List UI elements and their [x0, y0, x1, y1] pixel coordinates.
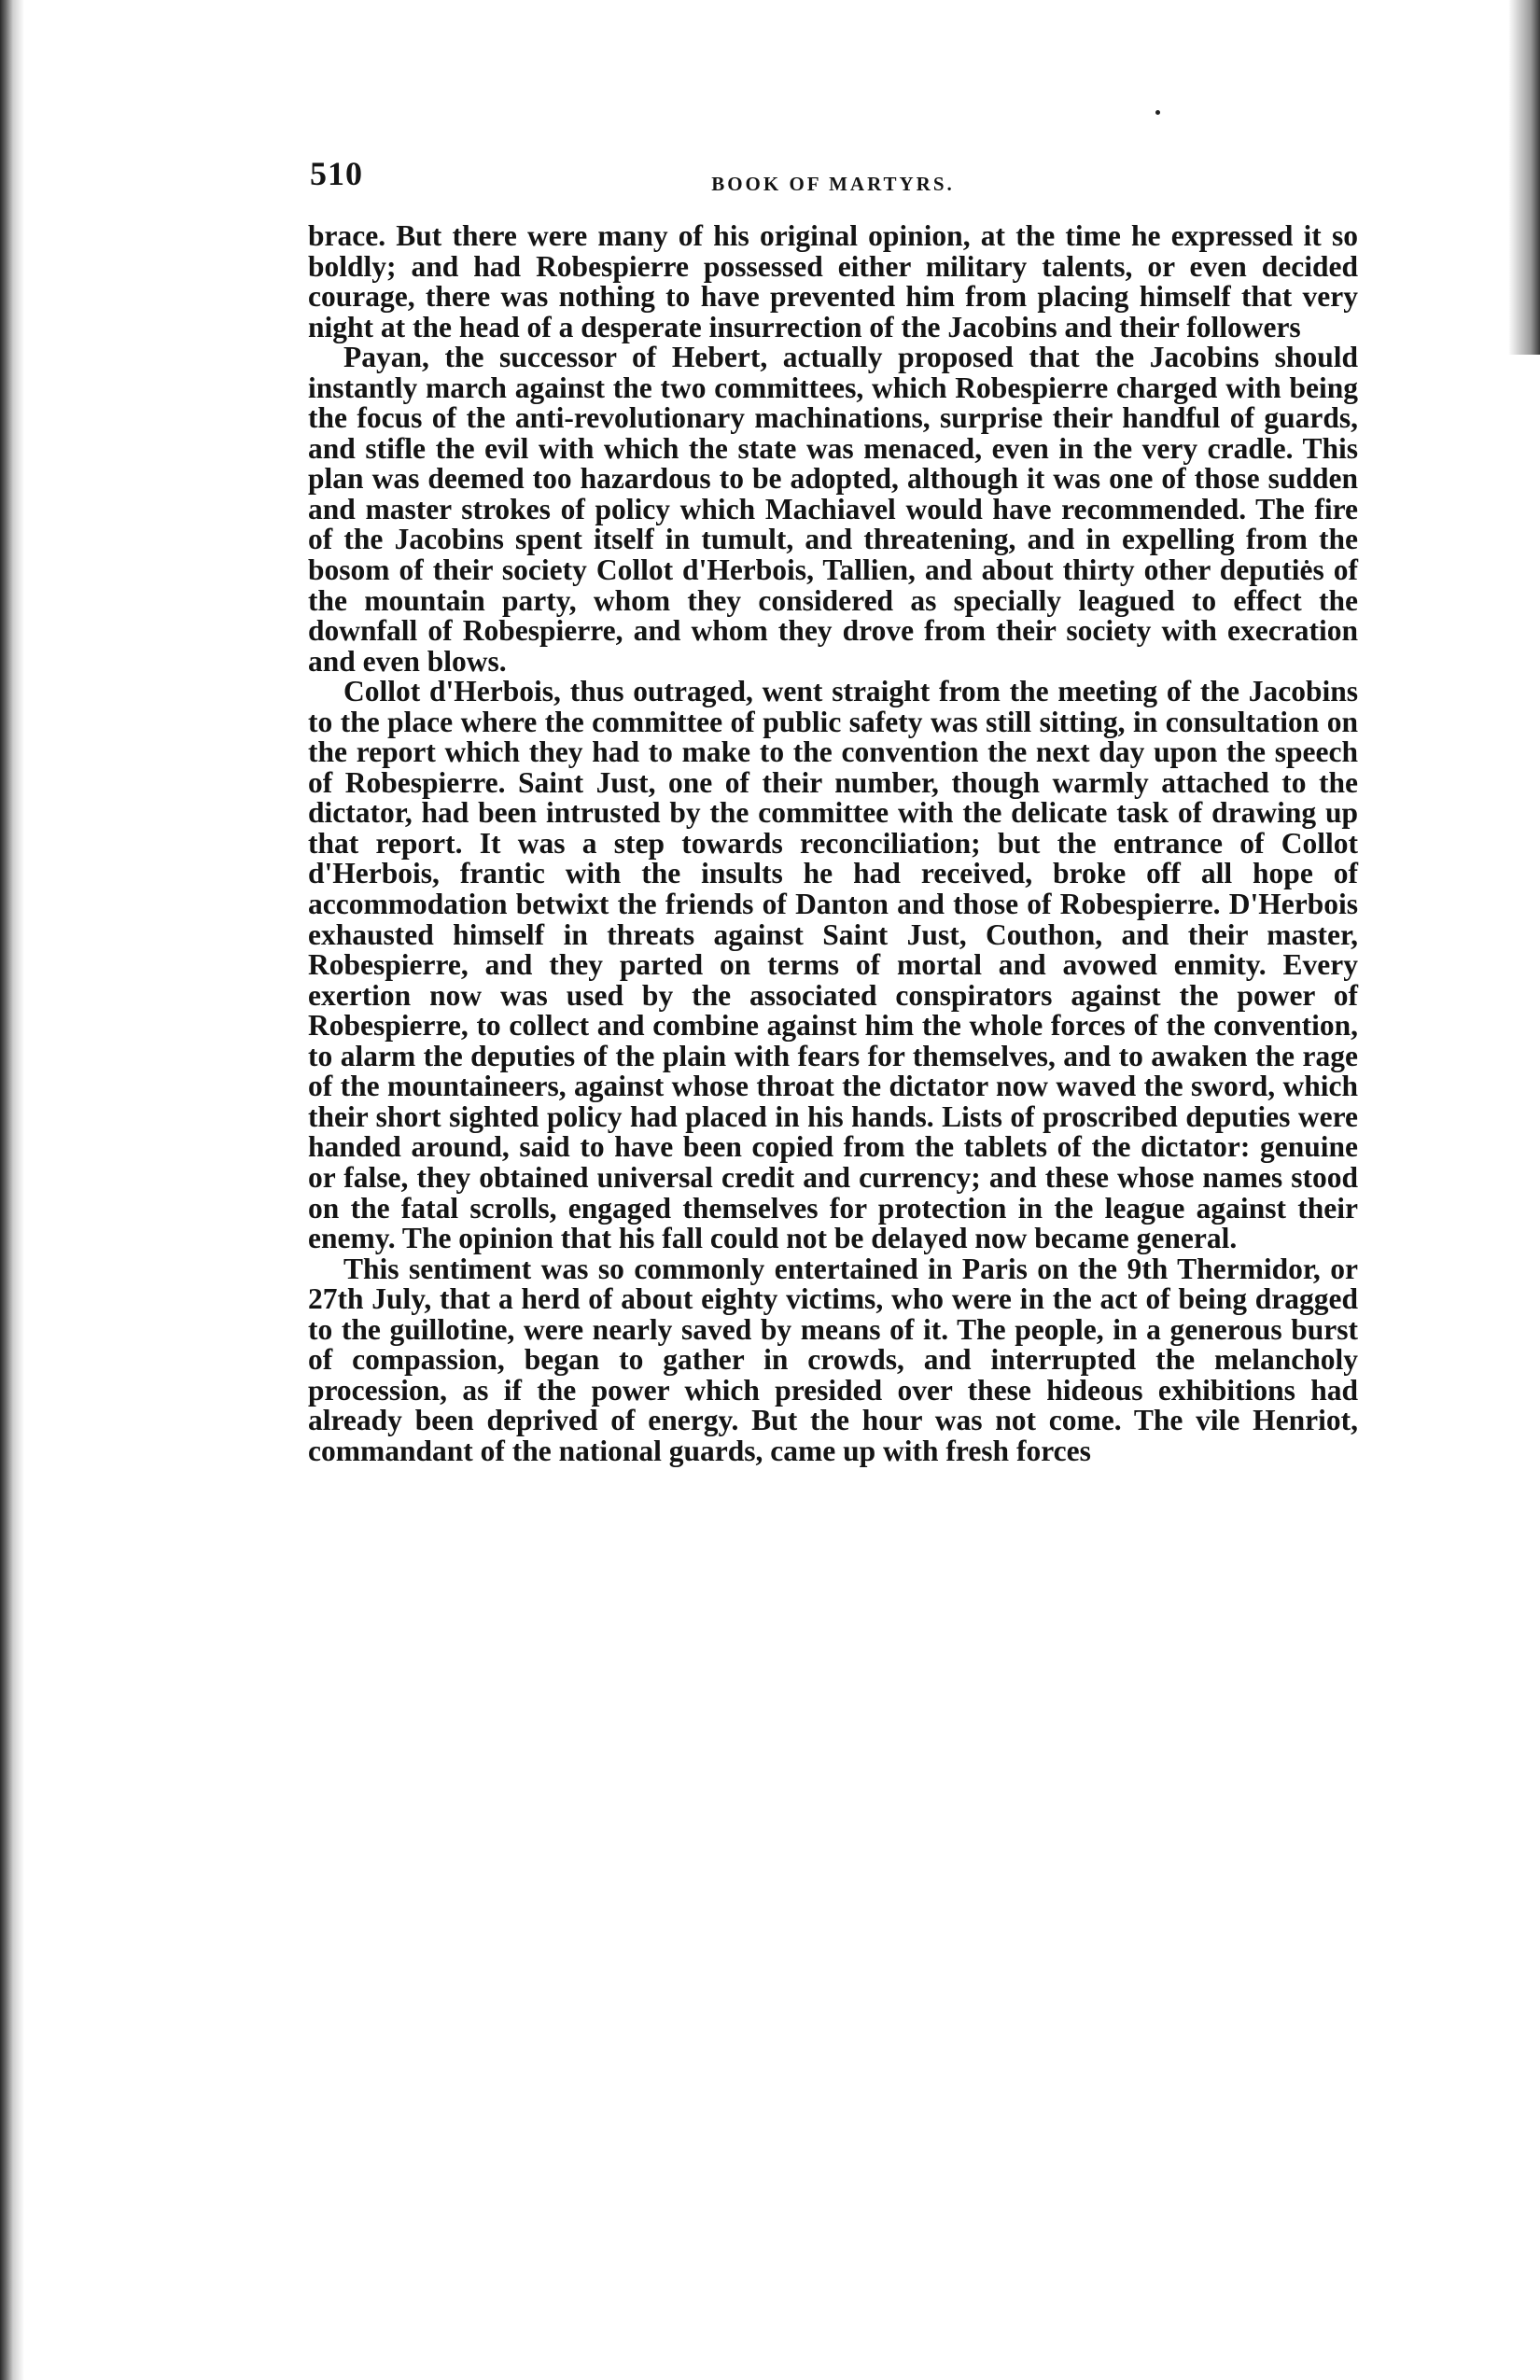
running-title: BOOK OF MARTYRS.	[711, 173, 955, 195]
paragraph-continued: brace. But there were many of his original opinion, at the time he expressed it so boldly; and had Robespierre possessed either military talents, or even decided courage, there was nothing to have prevented him from placing himself that very night at the head of a desperate insurrection of the Jacobins and their followers	[308, 219, 1358, 343]
book-page	[308, 154, 1358, 1466]
scan-gutter-shadow	[0, 0, 24, 2380]
scan-speck	[1155, 110, 1160, 115]
scan-edge-shadow	[1508, 0, 1540, 355]
body-text	[308, 221, 1358, 1466]
paragraph: Payan, the successor of Hebert, actually proposed that the Jacobins should instantly march against the two committees, which Robespierre charged with being the focus of the anti-revolutionary machinations, surprise their handful of guards, and stifle the evil with which the state was menaced, even in the very cradle. This plan was deemed too hazardous to be adopted, although it was one of those sudden and master strokes of policy which Machiavel would have recommended. The fire of the Jacobins spent itself in tumult, and threatening, and in expelling from the bosom of their society Collot d'Herbois, Tallien, and about thirty other deputies of the mountain party, whom they considered as specially leagued to effect the downfall of Robespierre, and whom they drove from their society with execration and even blows.	[308, 341, 1358, 678]
paragraph: Collot d'Herbois, thus outraged, went straight from the meeting of the Jacobins to the place where the committee of public safety was still sitting, in consultation on the report which they had to make to the convention the next day upon the speech of Robespierre. Saint Just, one of their number, though warmly attached to the dictator, had been intrusted by the committee with the delicate task of drawing up that report. It was a step towards reconciliation; but the entrance of Collot d'Herbois, frantic with the insults he had received, broke off all hope of accommodation betwixt the friends of Danton and those of Robespierre. D'Herbois exhausted himself in threats against Saint Just, Couthon, and their master, Robespierre, and they parted on terms of mortal and avowed enmity. Every exertion now was used by the associated conspirators against the power of Robespierre, to collect and combine against him the whole forces of the convention, to alarm the deputies of the plain with fears for themselves, and to awaken the rage of the mountaineers, against whose throat the dictator now waved the sword, which their short sighted policy had placed in his hands. Lists of proscribed deputies were handed around, said to have been copied from the tablets of the dictator: genuine or false, they obtained universal credit and currency; and these whose names stood on the fatal scrolls, engaged themselves for protection in the league against their enemy. The opinion that his fall could not be delayed now became general.	[308, 675, 1358, 1255]
paragraph: This sentiment was so commonly entertained in Paris on the 9th Thermidor, or 27th July, that a herd of about eighty victims, who were in the act of being dragged to the guillotine, were nearly saved by means of it. The people, in a generous burst of compassion, began to gather in crowds, and interrupted the melancholy procession, as if the power which presided over these hideous exhibitions had already been deprived of energy. But the hour was not come. The vile Henriot, commandant of the national guards, came up with fresh forces	[308, 1252, 1358, 1467]
running-head	[308, 154, 1358, 210]
page-number: 510	[310, 155, 363, 192]
